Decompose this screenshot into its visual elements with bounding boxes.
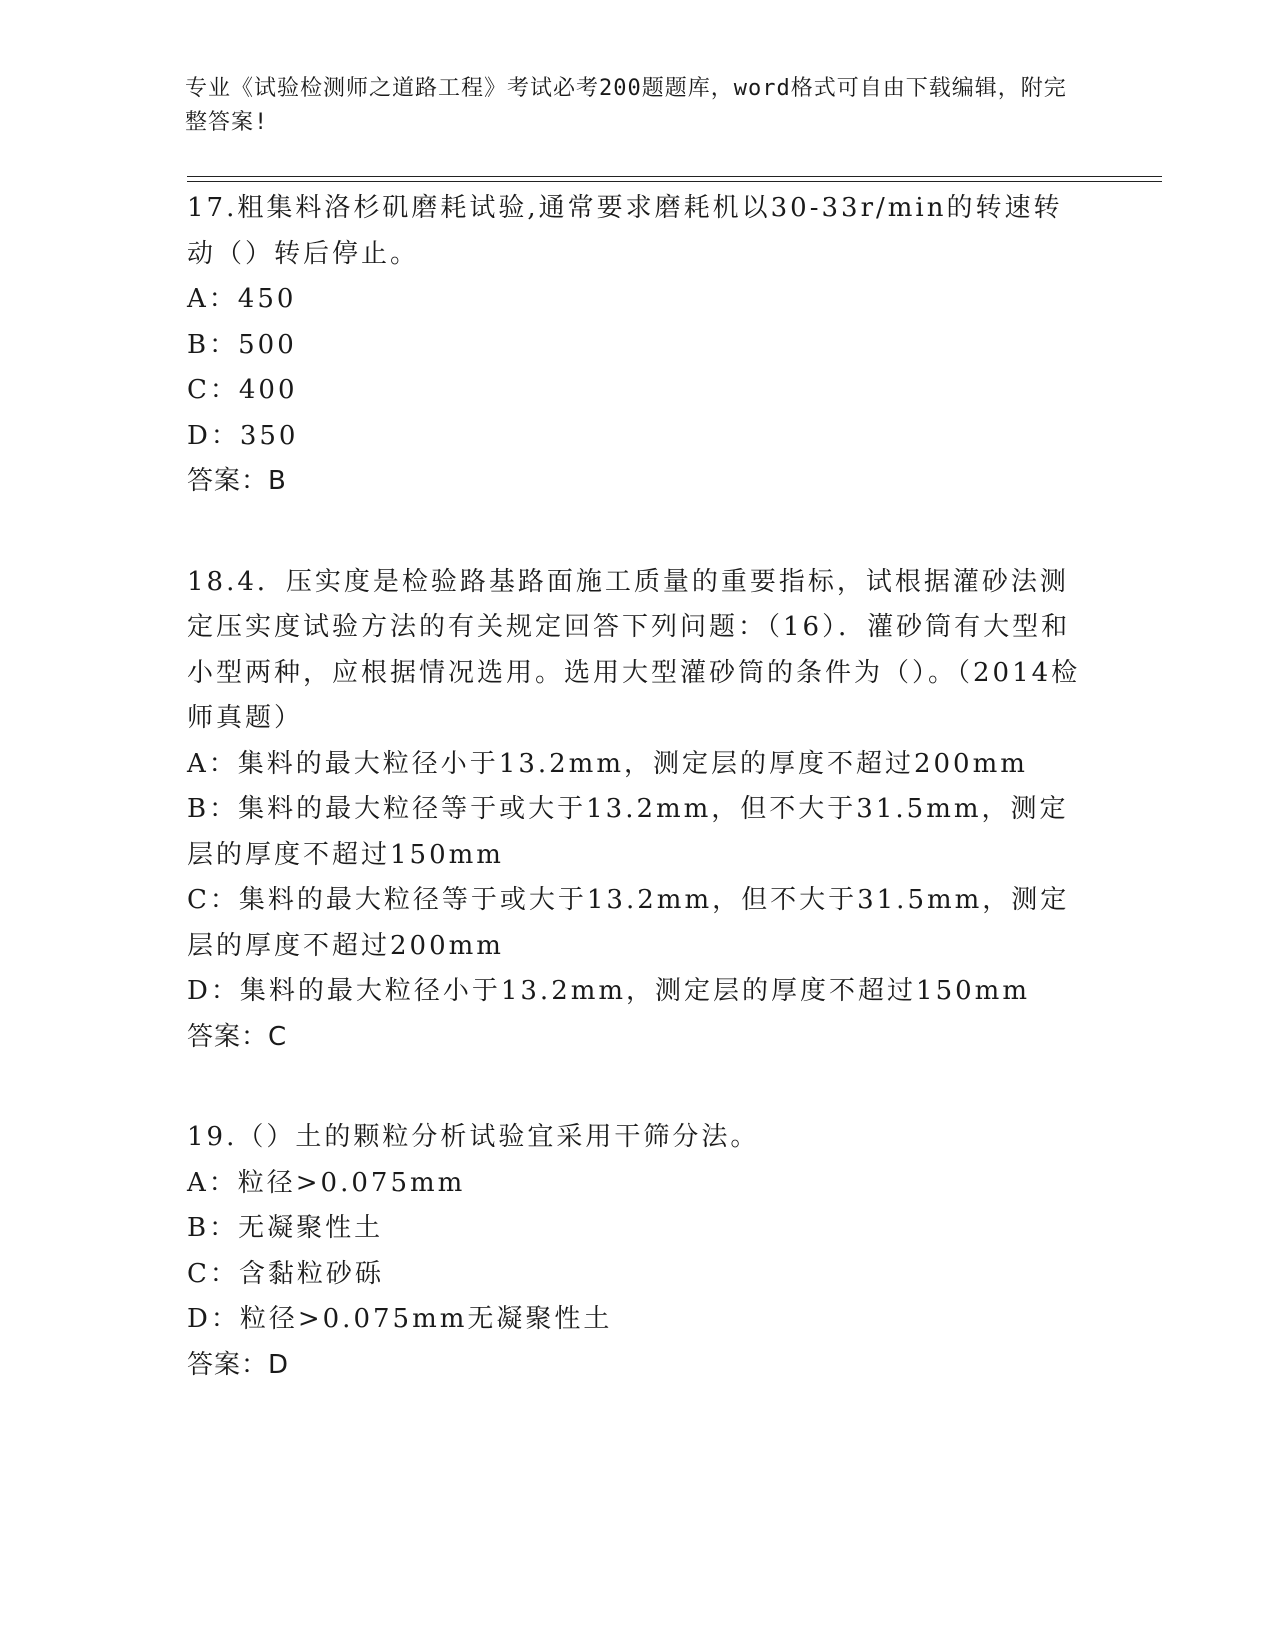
- question-18: [187, 560, 1087, 1061]
- header-divider-top: [187, 176, 1162, 177]
- answer-label: 答案：D: [187, 1349, 290, 1380]
- option-b: B：500: [187, 329, 297, 360]
- option-c: C：400: [187, 375, 298, 405]
- document-header: 专业《试验检测师之道路工程》考试必考200题题库，word格式可自由下载编辑，附完整答案!: [185, 76, 1067, 135]
- option-d: D：集料的最大粒径小于13.2mm，测定层的厚度不超过150mm: [187, 976, 1030, 1006]
- option-c: C：含黏粒砂砾: [187, 1258, 384, 1289]
- option-d: D：350: [187, 420, 299, 451]
- option-d: D：粒径>0.075mm无凝聚性土: [187, 1304, 613, 1334]
- header-divider-bottom: [187, 181, 1162, 182]
- question-19: [187, 1115, 1087, 1388]
- option-a: A：450: [187, 284, 297, 314]
- option-b: B：无凝聚性土: [187, 1213, 384, 1243]
- answer-label: 答案：B: [187, 466, 287, 496]
- option-a: A：集料的最大粒径小于13.2mm，测定层的厚度不超过200mm: [187, 748, 1028, 779]
- question-text: 17.粗集料洛杉矶磨耗试验,通常要求磨耗机以30-33r/min的转速转动（）转后停止。: [187, 193, 1063, 269]
- option-b: B：集料的最大粒径等于或大于13.2mm，但不大于31.5mm，测定层的厚度不超过150mm: [187, 794, 1069, 870]
- question-list: [187, 186, 1087, 1443]
- question-17: [187, 186, 1087, 505]
- option-c: C：集料的最大粒径等于或大于13.2mm，但不大于31.5mm，测定层的厚度不超过200mm: [187, 885, 1070, 961]
- question-text: 18.4．压实度是检验路基路面施工质量的重要指标，试根据灌砂法测定压实度试验方法的有关规定回答下列问题：（16）．灌砂筒有大型和小型两种，应根据情况选用。选用大型灌砂筒的条件为（）。（2014检师真题）: [187, 566, 1081, 733]
- option-a: A：粒径>0.075mm: [187, 1167, 466, 1198]
- answer-label: 答案：C: [187, 1021, 288, 1052]
- question-text: 19.（）土的颗粒分析试验宜采用干筛分法。: [187, 1122, 760, 1152]
